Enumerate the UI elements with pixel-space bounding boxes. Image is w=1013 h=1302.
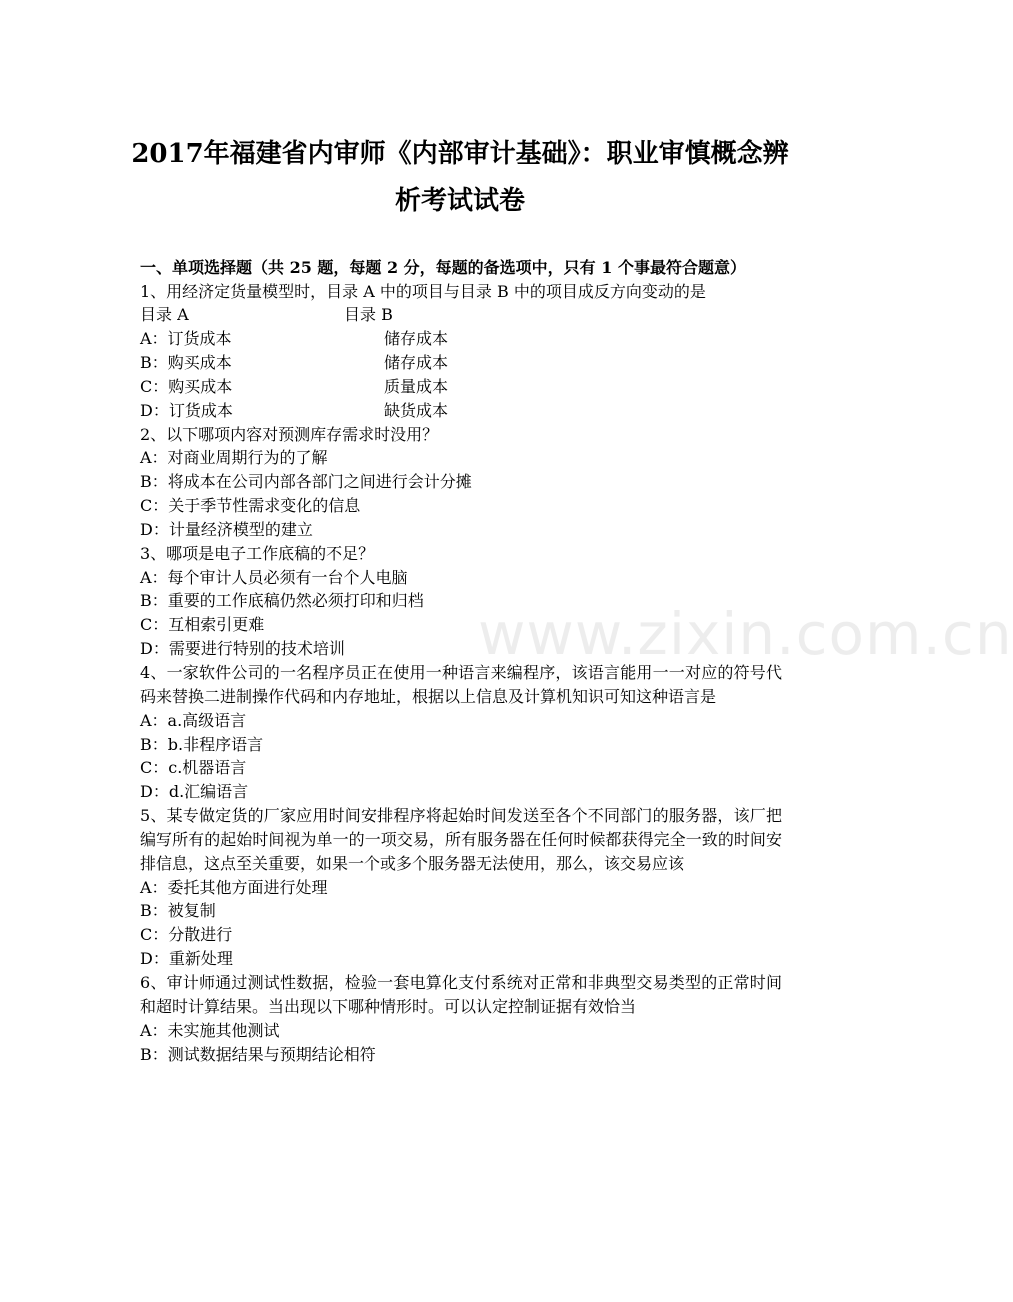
question-3-option-a: A：每个审计人员必须有一台个人电脑 [140,567,408,587]
question-4-option-b: B：b.非程序语言 [140,734,264,754]
question-2-text: 2、以下哪项内容对预测库存需求时没用？ [140,424,439,444]
column-b-header: 目录 B [344,305,393,325]
question-2-option-d: D：计量经济模型的建立 [140,519,313,539]
option-col-a: B：购买成本 [140,353,232,373]
section-heading: 一、单项选择题（共 25 题，每题 2 分，每题的备选项中，只有 1 个事最符合题意） [140,258,746,277]
question-1-table-header [140,303,782,327]
question-1-option-b [140,351,782,375]
question-2-option-a: A：对商业周期行为的了解 [140,448,328,468]
question-6-text: 6、审计师通过测试性数据，检验一套电算化支付系统对正常和非典型交易类型的正常时间和超时计算结果。当出现以下哪种情形时。可以认定控制证据有效恰当 [140,972,782,1016]
question-1-option-c [140,375,782,399]
option-col-a: A：订货成本 [140,329,232,349]
option-col-b: 储存成本 [384,353,449,373]
option-col-b: 缺货成本 [384,400,449,420]
question-2-option-c: C：关于季节性需求变化的信息 [140,496,361,516]
question-1-option-a [140,327,782,351]
question-4-text: 4、一家软件公司的一名程序员正在使用一种语言来编程序，该语言能用一一对应的符号代码来替换二进制操作代码和内存地址，根据以上信息及计算机知识可知这种语言是 [140,663,782,706]
question-3-text: 3、哪项是电子工作底稿的不足？ [140,543,375,563]
question-3-option-c: C：互相索引更难 [140,615,265,635]
question-1-text: 1、用经济定货量模型时，目录 A 中的项目与目录 B 中的项目成反方向变动的是 [140,281,706,301]
question-4-option-d: D：d.汇编语言 [140,782,249,802]
option-col-a: D：订货成本 [140,400,233,420]
question-5-option-a: A：委托其他方面进行处理 [140,877,328,897]
question-4-option-c: C：c.机器语言 [140,758,247,778]
question-1-option-d [140,399,782,423]
question-5-option-b: B：被复制 [140,901,216,921]
question-5-option-c: C：分散进行 [140,925,233,945]
document-title-line-2: 析考试试卷 [394,186,525,216]
question-3-option-d: D：需要进行特别的技术培训 [140,639,345,659]
question-6-option-a: A：未实施其他测试 [140,1020,280,1040]
option-col-b: 储存成本 [384,329,449,349]
question-5-option-d: D：重新处理 [140,949,233,969]
column-a-header: 目录 A [140,305,189,325]
question-list [140,256,782,1066]
question-2-option-b: B：将成本在公司内部各部门之间进行会计分摊 [140,472,472,492]
watermark: www.zixin.com.cn [478,600,1013,668]
question-3-option-b: B：重要的工作底稿仍然必须打印和归档 [140,591,424,611]
question-4-option-a: A：a.高级语言 [140,710,247,730]
option-col-a: C：购买成本 [140,376,233,396]
question-5-text: 5、某专做定货的厂家应用时间安排程序将起始时间发送至各个不同部门的服务器，该厂把编写所有的起始时间视为单一的一项交易，所有服务器在任何时候都获得完全一致的时间安排信息，这点至关重要，如果一个或多个服务器无法使用，那么，该交易应该 [140,806,782,873]
question-6-option-b: B：测试数据结果与预期结论相符 [140,1044,376,1064]
document-title-line-1: 2017年福建省内审师《内部审计基础》：职业审慎概念辨 [131,139,789,169]
option-col-b: 质量成本 [384,376,449,396]
